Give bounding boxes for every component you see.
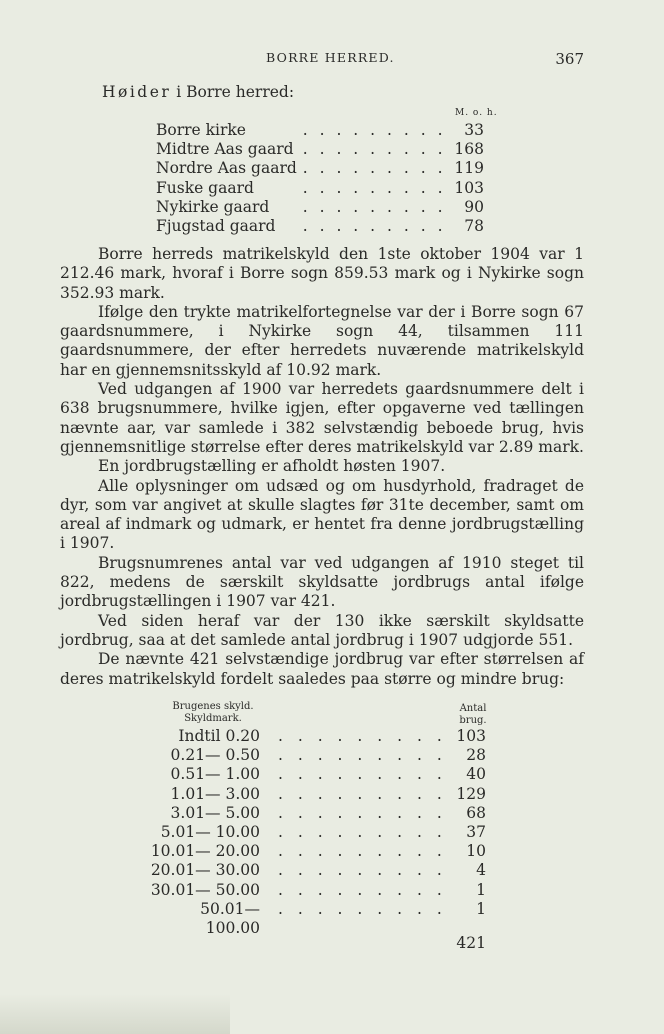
skyld-range: 0.51— 1.00 bbox=[170, 765, 260, 784]
brug-count: 1 bbox=[476, 899, 486, 918]
distribution-header-skyld bbox=[168, 701, 258, 725]
page-edge-shadow bbox=[0, 994, 230, 1034]
leader-dots: . . . . . . . . . bbox=[302, 121, 446, 139]
header-line: Skyldmark. bbox=[184, 713, 242, 724]
brug-count: 1 bbox=[476, 880, 486, 899]
skyld-range: 1.01— 3.00 bbox=[170, 784, 260, 803]
table-row bbox=[150, 746, 500, 765]
farm-height: 33 bbox=[464, 121, 484, 139]
leader-dots: . . . . . . . . . bbox=[302, 178, 446, 197]
brug-count: 28 bbox=[466, 746, 486, 765]
farm-height: 90 bbox=[464, 197, 484, 216]
skyld-range: 50.01—100.00 bbox=[200, 899, 260, 937]
skyld-range: 30.01— 50.00 bbox=[150, 880, 260, 899]
farm-height: 119 bbox=[454, 159, 484, 178]
farm-height: 78 bbox=[464, 216, 484, 235]
distribution-total: 421 bbox=[456, 934, 486, 952]
brug-count: 4 bbox=[476, 861, 486, 880]
leader-dots: . . . . . . . . . bbox=[302, 140, 446, 159]
paragraph-brugsnumrenes-antal: Brugsnumrenes antal var ved udgangen af 1910 steget til 822, medens de særskilt skyldsatte jordbrugs antal ifølge jordbrugstællingen i 1907 var 421. bbox=[60, 553, 584, 611]
table-row bbox=[156, 121, 496, 140]
table-row bbox=[150, 785, 500, 804]
table-row bbox=[156, 217, 496, 236]
table-row bbox=[156, 179, 496, 198]
farm-name: Borre kirke bbox=[156, 121, 250, 140]
brug-count: 103 bbox=[456, 727, 486, 745]
header-line: brug. bbox=[459, 715, 487, 726]
paragraph-fordeling: De nævnte 421 selvstændige jordbrug var efter størrelsen af deres matrikelskyld fordelt saaledes paa større og mindre brug: bbox=[60, 650, 584, 688]
heights-heading bbox=[102, 83, 294, 101]
brug-count: 10 bbox=[466, 842, 486, 861]
body-text bbox=[60, 245, 584, 689]
skyld-range: 5.01— 10.00 bbox=[160, 822, 260, 841]
header-line: Brugenes skyld. bbox=[172, 701, 254, 712]
farm-height: 103 bbox=[454, 178, 484, 197]
brug-count: 129 bbox=[456, 784, 486, 803]
skyld-range: 10.01— 20.00 bbox=[150, 842, 260, 861]
leader-dots: . . . . . . . . . bbox=[278, 842, 447, 861]
heights-heading-rest: i Borre herred: bbox=[171, 83, 295, 101]
farm-name: Midtre Aas gaard bbox=[156, 140, 298, 159]
leader-dots: . . . . . . . . . bbox=[302, 216, 446, 235]
table-row bbox=[150, 881, 500, 900]
skyld-range: 0.21— 0.50 bbox=[170, 746, 260, 765]
skyld-range: 20.01— 30.00 bbox=[150, 861, 260, 880]
paragraph-gaardsnummere: Ifølge den trykte matrikelfortegnelse var der i Borre sogn 67 gaardsnummere, i Nykirke sogn 44, tilsammen 111 gaardsnummere, der efter herredets nuværende matrikelskyld har en gjennemsnitsskyld af 10.92 mark. bbox=[60, 302, 584, 379]
leader-dots: . . . . . . . . . bbox=[302, 159, 446, 178]
leader-dots: . . . . . . . . . bbox=[278, 784, 447, 803]
table-row bbox=[156, 198, 496, 217]
farm-height: 168 bbox=[454, 140, 484, 159]
table-row bbox=[150, 804, 500, 823]
farm-name: Nykirke gaard bbox=[156, 198, 273, 217]
paragraph-matrikelskyld: Borre herreds matrikelskyld den 1ste oktober 1904 var 1 212.46 mark, hvoraf i Borre sogn 859.53 mark og i Nykirke sogn 352.93 mark. bbox=[60, 245, 584, 302]
page-number: 367 bbox=[555, 50, 584, 68]
heights-table bbox=[156, 121, 496, 236]
farm-name: Fjugstad gaard bbox=[156, 217, 279, 236]
table-row bbox=[150, 823, 500, 842]
heights-heading-prefix: Høider bbox=[102, 83, 172, 101]
brug-count: 40 bbox=[466, 765, 486, 784]
table-row bbox=[156, 159, 496, 178]
brug-count: 68 bbox=[466, 803, 486, 822]
table-row bbox=[150, 727, 500, 746]
table-row bbox=[156, 140, 496, 159]
leader-dots: . . . . . . . . . bbox=[302, 197, 446, 216]
farm-name: Nordre Aas gaard bbox=[156, 159, 301, 178]
leader-dots: . . . . . . . . . bbox=[278, 861, 447, 880]
skyld-range: Indtil 0.20 bbox=[178, 727, 260, 745]
leader-dots: . . . . . . . . . bbox=[278, 727, 447, 745]
header-line: Antal bbox=[459, 703, 487, 714]
table-row bbox=[150, 899, 500, 937]
farm-name: Fuske gaard bbox=[156, 179, 258, 198]
leader-dots: . . . . . . . . . bbox=[278, 899, 447, 918]
brug-count: 37 bbox=[466, 822, 486, 841]
leader-dots: . . . . . . . . . bbox=[278, 746, 447, 765]
heights-column-header: M. o. h. bbox=[455, 108, 498, 118]
paragraph-ikke-skyldsatte: Ved siden heraf var der 130 ikke særskilt skyldsatte jordbrug, saa at det samlede antal jordbrug i 1907 udgjorde 551. bbox=[60, 611, 584, 649]
table-row bbox=[150, 765, 500, 784]
distribution-table bbox=[150, 727, 500, 937]
table-row bbox=[150, 861, 500, 880]
paragraph-oplysninger: Alle oplysninger om udsæd og om husdyrhold, fradraget de dyr, som var angivet at skulle slagtes før 31te december, samt om areal af indmark og udmark, er hentet fra denne jordbrugstælling i 1907. bbox=[60, 476, 584, 553]
leader-dots: . . . . . . . . . bbox=[278, 880, 447, 899]
running-title: BORRE HERRED. bbox=[266, 50, 395, 65]
leader-dots: . . . . . . . . . bbox=[278, 822, 447, 841]
paragraph-brugsnummere: Ved udgangen af 1900 var herredets gaardsnummere delt i 638 brugsnummere, hvilke igjen, efter opgaverne ved tællingen nævnte aar, var samlede i 382 selvstændig beboede brug, hvis gjennemsnitlige størrelse efter deres matrikelskyld var 2.89 mark. bbox=[60, 380, 584, 456]
distribution-header-antal bbox=[448, 703, 498, 727]
table-row bbox=[150, 842, 500, 861]
running-head bbox=[0, 50, 664, 70]
leader-dots: . . . . . . . . . bbox=[278, 765, 447, 784]
paragraph-jordbrugstaelling: En jordbrugstælling er afholdt høsten 1907. bbox=[98, 457, 446, 476]
leader-dots: . . . . . . . . . bbox=[278, 803, 447, 822]
skyld-range: 3.01— 5.00 bbox=[170, 803, 260, 822]
